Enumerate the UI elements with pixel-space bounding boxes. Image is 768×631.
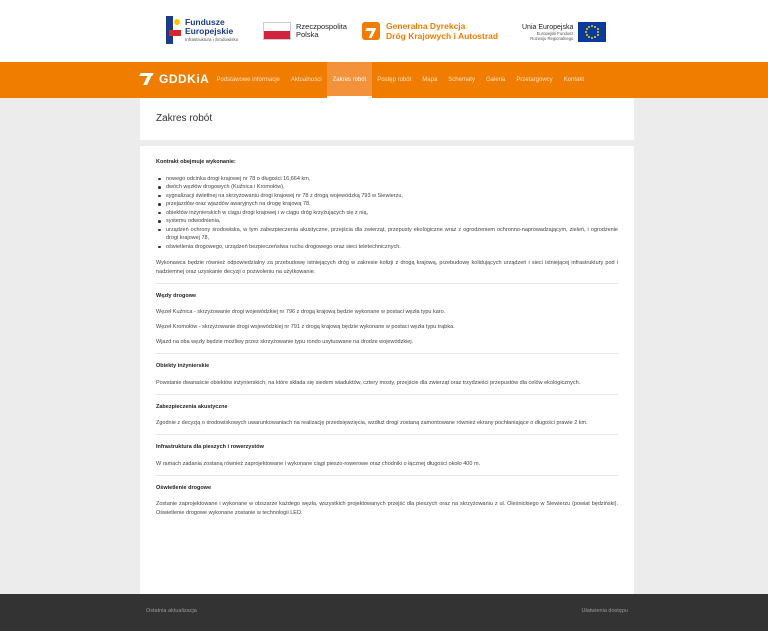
list-item: przejazdów oraz wjazdów awaryjnych na drogę krajową 78, [156, 200, 618, 209]
footer-accessibility-link[interactable]: Ułatwienia dostępu [581, 608, 628, 614]
main-navigation [0, 62, 768, 98]
section-heading-obiekty: Obiekty inżynierskie [156, 353, 618, 371]
nav-item-kontakt[interactable]: Kontakt [563, 77, 585, 83]
polish-flag-icon [263, 22, 291, 40]
list-item: nowego odcinka drogi krajowej nr 78 o długości 16,664 km, [156, 175, 618, 184]
page-footer [0, 594, 768, 631]
nav-menu [211, 62, 590, 98]
eu-star-icon [585, 31, 587, 33]
nav-item-mapa[interactable]: Mapa [422, 77, 438, 83]
section-heading-oswietlenie: Oświetlenie drogowe [156, 475, 618, 493]
list-item: dwóch węzłów drogowych (Kuźnica i Kromołów), [156, 183, 618, 192]
section-paragraph: Zostanie zaprojektowane i wykonane w obszarze każdego węzła, wszystkich projektowanych przejść dla pieszych oraz na skrzyżowaniu z ul. Oleśnickiego w Siewierzu (powiat będziński). Oświetlenie drogowe wykonane zostanie w technologii LED. [156, 501, 618, 516]
ue-logo-line3: Rozwoju Regionalnego [530, 35, 574, 41]
eu-star-icon [597, 31, 599, 33]
page-title-card [140, 98, 634, 140]
eu-star-icon [588, 36, 590, 38]
section-paragraph: Węzeł Kuźnica - skrzyżowanie drogi wojewódzkiej nr 796 z drogą krajową będzie wykonane w postaci węzła typu karo. [156, 309, 446, 315]
nav-item-podstawowe-informacje[interactable]: Podstawowe informacje [216, 77, 280, 83]
gddkia-brand-icon [140, 71, 155, 86]
brand-logo[interactable] [140, 71, 209, 86]
fe-logo-icon [166, 16, 181, 44]
nav-item-przetargowcy[interactable]: Przetargowcy [516, 77, 553, 83]
eu-star-icon [597, 34, 599, 36]
eu-star-icon [597, 28, 599, 30]
ue-logo-line1: Unia Europejska [522, 23, 574, 31]
contract-lead: Kontrakt obejmuje wykonanie: [156, 159, 236, 165]
section-paragraph: Zgodnie z decyzją o środowiskowych uwarunkowaniach na realizację przedsięwzięcia, wzdłuż drogi zostaną zamontowane również ekrany pochłaniające o długości prawie 2 km. [156, 420, 588, 426]
list-item: urządzeń ochrony środowiska, w tym zabezpieczenia akustyczne, przejścia dla zwierząt, przepusty ekologiczne wraz z ogrodzeniem ochronno-naprowadzającym, zieleń, i ogrodzenie drogi krajowej 78, [156, 226, 618, 243]
list-item: obiektów inżynierskich w ciągu drogi krajowej i w ciągu dróg krzyżujących się z nią, [156, 209, 618, 218]
article-content [156, 158, 618, 524]
ue-logo-line2: Europejski Fundusz [536, 30, 574, 36]
gddkia-logo-line1: Generalna Dyrekcja [386, 21, 466, 31]
intro-paragraph: Wykonawca będzie również odpowiedzialny za przebudowę istniejących dróg w zakresie kolizji z drogą krajową, przebudowę kolidujących urządzeń i sieci istniejącej infrastruktury pod i nadziemnej oraz uzyskanie decyzji o pozwoleniu na użytkowanie. [156, 260, 618, 275]
gddkia-mark-icon [362, 22, 380, 40]
section-heading-wezly: Węzły drogowe [156, 283, 618, 301]
section-heading-zabezpieczenia: Zabezpieczenia akustyczne [156, 394, 618, 412]
eu-star-icon [594, 36, 596, 38]
section-paragraph: Powstanie dwanaście obiektów inżynierskich, na które składa się siedem wiaduktów, cztery mosty, przejście dla zwierząt oraz trzydzieści przepustów dla celów ekologicznych. [156, 379, 581, 386]
fe-logo-line3: Infrastruktura i Środowisko [185, 37, 239, 42]
section-paragraph: Węzeł Kromołów - skrzyżowanie drogi wojewódzkiej nr 791 z drogą krajową będzie wykonane w postaci węzła typu trąbka. [156, 324, 455, 330]
partner-logos-bar [0, 0, 768, 62]
fundusze-europejskie-logo [166, 16, 238, 44]
eu-star-icon [594, 26, 596, 28]
section-paragraph: W ramach zadania zostaną również zaprojektowane i wykonane ciągi pieszo-rowerowe oraz chodniki o łącznej długości około 400 m. [156, 460, 481, 467]
eu-star-icon [588, 26, 590, 28]
page-title: Zakres robót [156, 113, 213, 124]
gddkia-logo-line2: Dróg Krajowych i Autostrad [386, 31, 499, 41]
eu-flag-icon [578, 22, 606, 42]
eu-star-icon [586, 28, 588, 30]
fe-logo-line1: Fundusze [185, 17, 225, 27]
nav-item-zakres-robot[interactable]: Zakres robót [327, 62, 372, 98]
list-item: systemu odwodnienia, [156, 217, 618, 226]
eu-star-icon [591, 37, 593, 39]
brand-name: GDDKiA [159, 71, 210, 86]
section-heading-infrastruktura: Infrastruktura dla pieszych i rowerzystów [156, 434, 618, 452]
nav-item-schematy[interactable]: Schematy [448, 77, 475, 83]
list-item: sygnalizacji świetlnej na skrzyżowaniu drogi krajowej nr 78 z drogą wojewódzką 793 w Siewierzu, [156, 192, 618, 201]
footer-last-update-link[interactable]: Ostatnia aktualizacja [146, 608, 197, 614]
section-paragraph: Wjazd na oba węzły będzie możliwy przez skrzyżowanie typu rondo usytuowane na drodze wojewódzkiej. [156, 339, 414, 345]
content-card [140, 146, 634, 594]
nav-item-aktualnosci[interactable]: Aktualności [290, 77, 322, 83]
nav-item-galeria[interactable]: Galeria [485, 77, 506, 83]
contract-scope-list [156, 175, 618, 252]
nav-item-postep-robot[interactable]: Postęp robót [377, 77, 412, 83]
rzeczpospolita-logo [263, 22, 347, 40]
rp-logo-line2: Polska [296, 30, 319, 39]
rp-logo-line1: Rzeczpospolita [296, 22, 347, 31]
gddkia-full-logo [362, 21, 498, 41]
eu-star-icon [591, 25, 593, 27]
unia-europejska-logo [522, 22, 606, 42]
fe-logo-line2: Europejskie [185, 26, 234, 36]
list-item: oświetlenia drogowego, urządzeń bezpieczeństwa ruchu drogowego oraz sieci teletechnicznych. [156, 243, 618, 252]
